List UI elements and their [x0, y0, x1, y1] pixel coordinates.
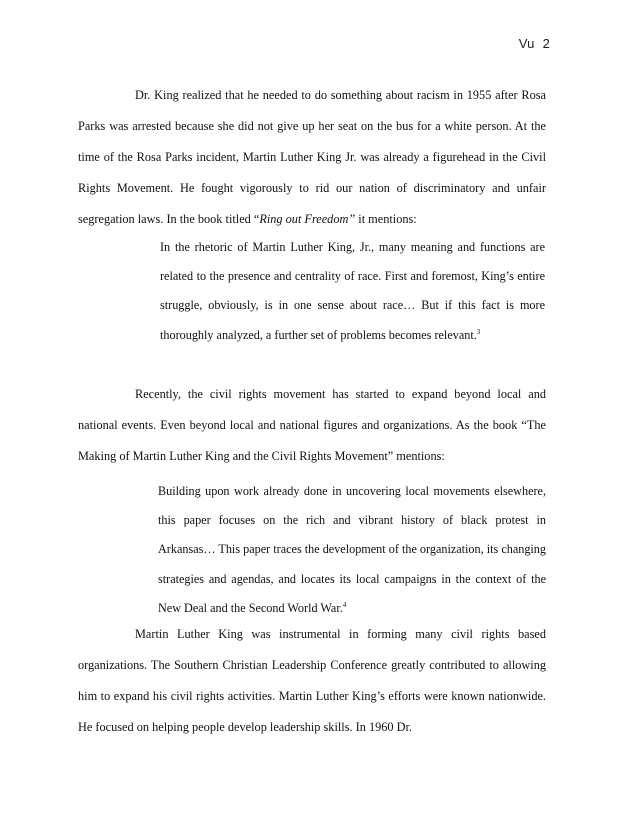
- block-quote-1: [160, 233, 545, 350]
- paragraph-3-text: Martin Luther King was instrumental in forming many civil rights based organizations. The Southern Christian Leadership Conference greatly contributed to allowing him to expand his civil rights activities. Martin Luther King’s efforts were known nationwide. He focused on helping people develop leadership skills. In 1960 Dr.: [78, 627, 546, 734]
- page-header: [470, 36, 550, 51]
- paragraph-1-text: Dr. King realized that he needed to do something about racism in 1955 after Rosa Parks was arrested because she did not give up her seat on the bus for a white person. At the time of the Rosa Parks incident, Martin Luther King Jr. was already a figurehead in the Civil Rights Movement. He fought vigorously to rid our nation of discriminatory and unfair segregation laws. In the book titled “: [78, 88, 546, 226]
- paragraph-2-text: Recently, the civil rights movement has started to expand beyond local and national events. Even beyond local and national figures and organizations. As the book “The Making of Martin Luther King and the Civil Rights Movement” mentions:: [78, 387, 546, 463]
- paragraph-3: [78, 619, 546, 743]
- block-quote-1-text: In the rhetoric of Martin Luther King, Jr., many meaning and functions are related to the presence and centrality of race. First and foremost, King’s entire struggle, obviously, is in one sense about race… But if this fact is more thoroughly analyzed, a further set of problems becomes relevant.: [160, 240, 545, 342]
- book-title-ring-out-freedom: Ring out Freedom”: [259, 211, 356, 226]
- paragraph-1-tail: it mentions:: [355, 211, 417, 226]
- paragraph-1: [78, 80, 546, 235]
- block-quote-2-text: Building upon work already done in uncovering local movements elsewhere, this paper focuses on the rich and vibrant history of black protest in Arkansas… This paper traces the development of the organization, its changing strategies and agendas, and locates its local campaigns in the context of the New Deal and the Second World War.: [158, 484, 546, 615]
- paragraph-2: [78, 379, 546, 472]
- block-quote-2: [158, 477, 546, 623]
- header-author: Vu: [518, 36, 535, 51]
- footnote-ref-4: 4: [342, 600, 347, 609]
- page-number: 2: [542, 36, 550, 51]
- footnote-ref-3: 3: [476, 327, 481, 336]
